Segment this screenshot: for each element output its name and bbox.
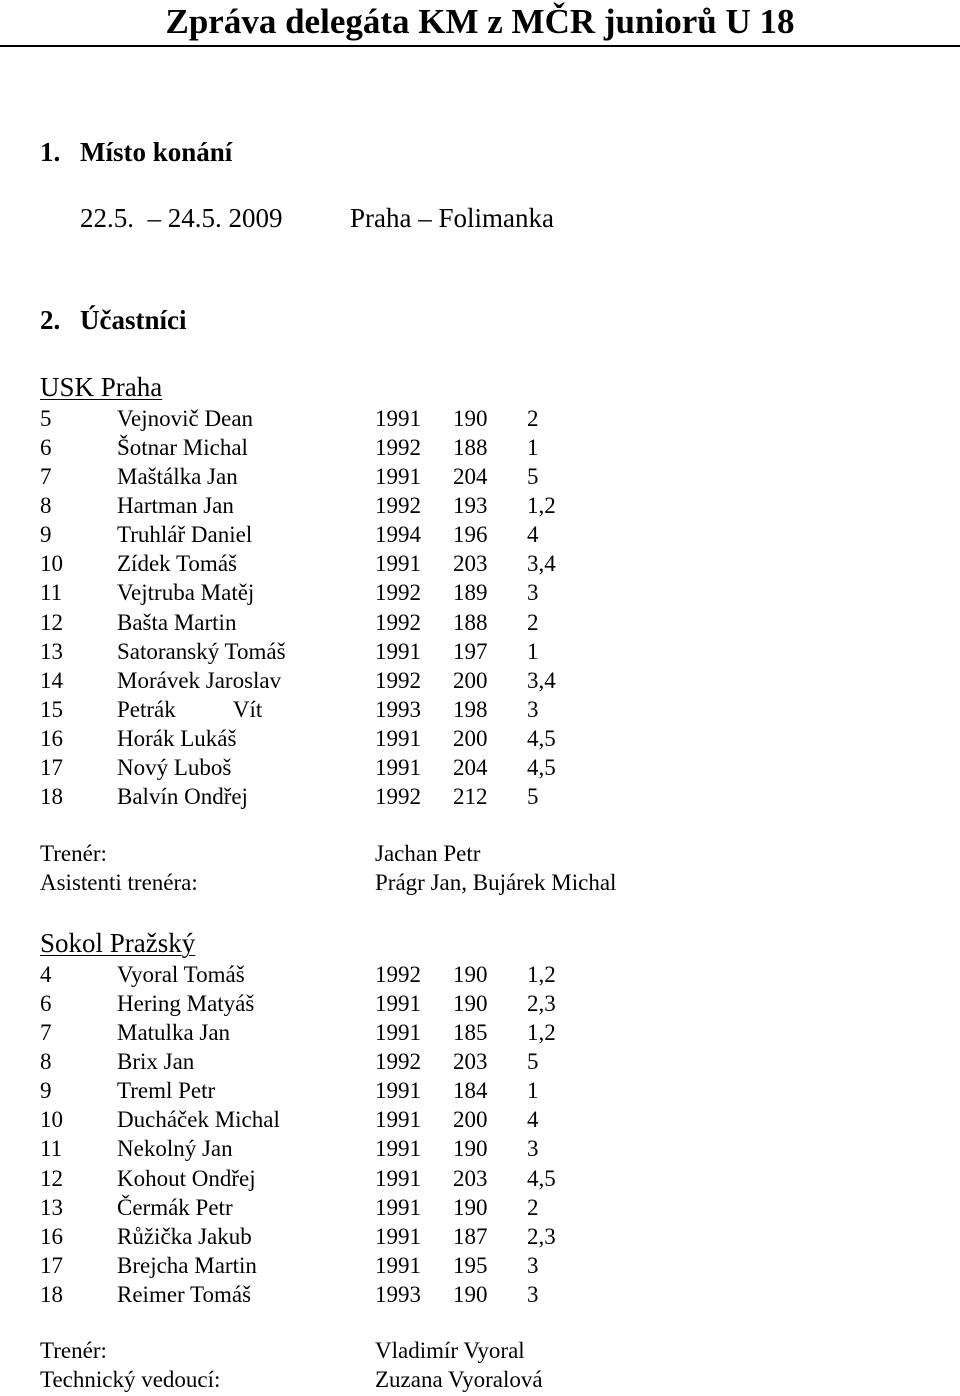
player-position: 1,2 (527, 962, 556, 987)
player-number: 9 (40, 1078, 52, 1104)
player-height: 190 (453, 991, 488, 1017)
player-height: 203 (453, 1049, 488, 1075)
player-number: 13 (40, 1194, 63, 1220)
staff-person: Zuzana Vyoralová (375, 1367, 543, 1393)
player-number: 12 (40, 1165, 63, 1191)
player-height: 184 (453, 1078, 488, 1104)
player-number: 6 (40, 435, 52, 461)
player-number: 11 (40, 1136, 63, 1162)
player-birth-year: 1991 (375, 1107, 421, 1133)
player-name: Šotnar Michal (117, 435, 248, 461)
player-birth-year: 1991 (375, 1020, 421, 1046)
player-position: 2 (527, 609, 539, 635)
player-name: Horák Lukáš (117, 725, 237, 751)
player-position: 3 (527, 580, 539, 606)
player-number: 4 (40, 962, 52, 987)
player-position: 4 (527, 1107, 539, 1133)
player-position: 5 (527, 464, 539, 490)
player-number: 8 (40, 1049, 52, 1075)
staff-role: Trenér: (40, 841, 107, 866)
player-name: Kohout Ondřej (117, 1165, 256, 1191)
player-height: 190 (453, 1194, 488, 1220)
player-name: Treml Petr (117, 1078, 216, 1104)
player-name: Zídek Tomáš (117, 551, 237, 577)
player-name: Balvín Ondřej (117, 784, 248, 810)
section-heading-participants (40, 304, 186, 336)
event-dates: 22.5. – 24.5. 2009 (80, 203, 283, 233)
player-name: Reimer Tomáš (117, 1281, 252, 1307)
player-number: 16 (40, 1223, 63, 1249)
player-name: Maštálka Jan (117, 464, 238, 490)
player-name: Bašta Martin (117, 609, 237, 635)
player-number: 15 (40, 696, 63, 722)
section-title: Účastníci (80, 305, 187, 335)
player-birth-year: 1992 (375, 784, 421, 810)
player-height: 203 (453, 551, 488, 577)
player-birth-year: 1991 (375, 551, 421, 577)
player-name: Hering Matyáš (117, 991, 255, 1017)
staff-role: Asistenti trenéra: (40, 870, 198, 896)
player-height: 204 (453, 464, 488, 490)
player-name: Nový Luboš (117, 754, 232, 780)
player-height: 200 (453, 1107, 488, 1133)
player-position: 1 (527, 638, 539, 664)
player-position: 1,2 (527, 1020, 556, 1046)
staff-person: Vladimír Vyoral (375, 1338, 525, 1363)
player-number: 14 (40, 667, 63, 693)
player-name: Ducháček Michal (117, 1107, 280, 1133)
player-name: Čermák Petr (117, 1194, 233, 1220)
player-birth-year: 1991 (375, 725, 421, 751)
player-position: 3 (527, 1252, 539, 1278)
player-height: 203 (453, 1165, 488, 1191)
player-position: 5 (527, 1049, 539, 1075)
player-birth-year: 1991 (375, 991, 421, 1017)
player-position: 3 (527, 1136, 539, 1162)
player-name: Petrák Vít (117, 696, 263, 722)
player-birth-year: 1991 (375, 1136, 421, 1162)
player-number: 18 (40, 1281, 63, 1307)
team-name: USK Praha (40, 372, 163, 402)
player-height: 193 (453, 493, 488, 519)
player-height: 196 (453, 522, 488, 548)
team-name: Sokol Pražský (40, 928, 196, 958)
player-name: Hartman Jan (117, 493, 234, 519)
player-number: 13 (40, 638, 63, 664)
section-title: Místo konání (80, 137, 233, 167)
player-name: Satoranský Tomáš (117, 638, 286, 664)
player-name: Vyoral Tomáš (117, 962, 245, 987)
player-number: 17 (40, 1252, 63, 1278)
section-heading-venue (40, 136, 232, 168)
title-divider (0, 45, 960, 47)
page-title: Zpráva delegáta KM z MČR juniorů U 18 (165, 2, 795, 41)
player-number: 18 (40, 784, 63, 810)
player-number: 6 (40, 991, 52, 1017)
player-birth-year: 1992 (375, 435, 421, 461)
player-birth-year: 1991 (375, 1252, 421, 1278)
player-position: 4 (527, 522, 539, 548)
player-position: 2 (527, 1194, 539, 1220)
player-birth-year: 1991 (375, 406, 421, 431)
staff-person: Jachan Petr (375, 841, 481, 866)
player-birth-year: 1992 (375, 609, 421, 635)
player-birth-year: 1991 (375, 464, 421, 490)
player-number: 8 (40, 493, 52, 519)
player-position: 2,3 (527, 1223, 556, 1249)
player-height: 187 (453, 1223, 488, 1249)
player-number: 5 (40, 406, 52, 431)
player-position: 1 (527, 1078, 539, 1104)
section-number: 2. (40, 305, 61, 335)
player-birth-year: 1993 (375, 696, 421, 722)
player-height: 188 (453, 435, 488, 461)
player-name: Vejnovič Dean (117, 406, 254, 431)
player-number: 7 (40, 464, 52, 490)
player-height: 190 (453, 962, 488, 987)
player-height: 200 (453, 667, 488, 693)
player-number: 12 (40, 609, 63, 635)
player-height: 188 (453, 609, 488, 635)
player-position: 1 (527, 435, 539, 461)
player-number: 17 (40, 754, 63, 780)
player-birth-year: 1991 (375, 1078, 421, 1104)
player-birth-year: 1992 (375, 580, 421, 606)
player-position: 5 (527, 784, 539, 810)
staff-role: Technický vedoucí: (40, 1367, 221, 1393)
staff-person: Prágr Jan, Bujárek Michal (375, 870, 617, 896)
staff-role: Trenér: (40, 1338, 107, 1363)
player-height: 195 (453, 1252, 488, 1278)
player-position: 3 (527, 696, 539, 722)
player-height: 189 (453, 580, 488, 606)
player-position: 3 (527, 1281, 539, 1307)
player-position: 3,4 (527, 551, 556, 577)
player-height: 190 (453, 1281, 488, 1307)
player-position: 4,5 (527, 754, 556, 780)
player-birth-year: 1992 (375, 667, 421, 693)
player-position: 3,4 (527, 667, 556, 693)
player-birth-year: 1992 (375, 962, 421, 987)
player-height: 190 (453, 1136, 488, 1162)
event-venue: Praha – Folimanka (350, 203, 554, 233)
player-number: 7 (40, 1020, 52, 1046)
player-number: 11 (40, 580, 63, 606)
player-position: 2,3 (527, 991, 556, 1017)
player-name: Matulka Jan (117, 1020, 231, 1046)
player-height: 190 (453, 406, 488, 431)
player-number: 10 (40, 551, 63, 577)
section-number: 1. (40, 137, 61, 167)
player-birth-year: 1991 (375, 1194, 421, 1220)
player-height: 212 (453, 784, 488, 810)
player-height: 185 (453, 1020, 488, 1046)
player-name: Morávek Jaroslav (117, 667, 282, 693)
player-name: Truhlář Daniel (117, 522, 253, 548)
venue-line (80, 202, 554, 234)
player-number: 10 (40, 1107, 63, 1133)
player-position: 2 (527, 406, 539, 431)
player-position: 4,5 (527, 725, 556, 751)
player-name: Nekolný Jan (117, 1136, 233, 1162)
player-height: 197 (453, 638, 488, 664)
player-name: Vejtruba Matěj (117, 580, 255, 606)
player-birth-year: 1992 (375, 1049, 421, 1075)
player-name: Brix Jan (117, 1049, 195, 1075)
player-height: 200 (453, 725, 488, 751)
player-birth-year: 1994 (375, 522, 421, 548)
player-birth-year: 1991 (375, 1223, 421, 1249)
player-height: 198 (453, 696, 488, 722)
player-birth-year: 1993 (375, 1281, 421, 1307)
player-position: 4,5 (527, 1165, 556, 1191)
player-name: Růžička Jakub (117, 1223, 252, 1249)
player-number: 9 (40, 522, 52, 548)
player-number: 16 (40, 725, 63, 751)
player-birth-year: 1991 (375, 754, 421, 780)
player-birth-year: 1991 (375, 638, 421, 664)
player-height: 204 (453, 754, 488, 780)
player-birth-year: 1991 (375, 1165, 421, 1191)
player-name: Brejcha Martin (117, 1252, 257, 1278)
player-position: 1,2 (527, 493, 556, 519)
player-birth-year: 1992 (375, 493, 421, 519)
